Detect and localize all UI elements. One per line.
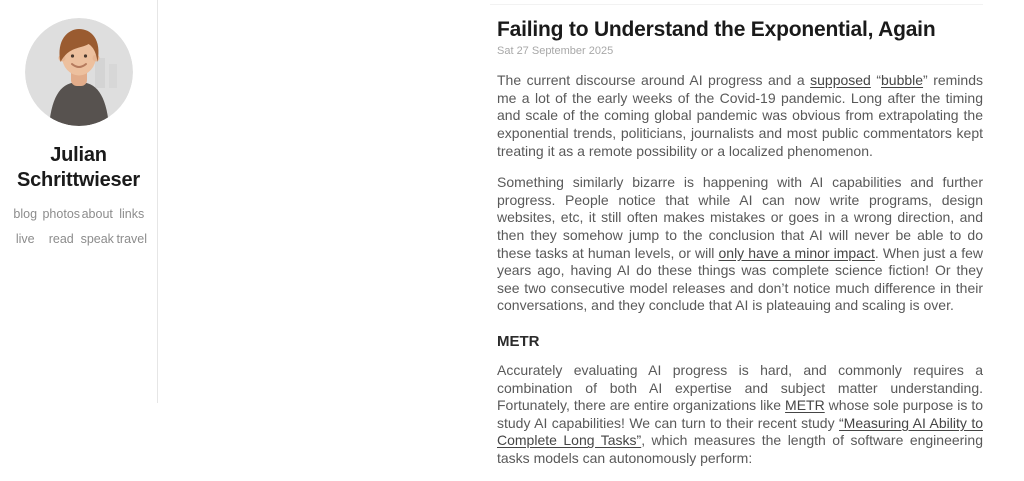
author-portrait-photo-icon bbox=[25, 18, 133, 126]
inline-link[interactable]: METR bbox=[785, 397, 825, 414]
paragraph: Something similarly bizarre is happening with AI capabilities and further progress. People notice that while AI can now write programs, design websites, etc, it still often makes mistakes or goes in a wrong direction, and then they somehow jump to the conclusion that AI will never be able to do these tasks at human levels, or will only have a minor impact. When just a few years ago, having AI do these things was complete science fiction! Or they see two consecutive model releases and don’t notice much difference in their conversations, and they conclude that AI is plateauing and scaling is over. bbox=[497, 174, 983, 314]
section-heading: METR bbox=[497, 332, 540, 350]
sidebar bbox=[0, 0, 158, 403]
article-body bbox=[497, 72, 983, 467]
inline-link[interactable]: supposed bbox=[810, 72, 871, 89]
sidebar-item-blog[interactable]: blog bbox=[13, 207, 38, 221]
paragraph: The current discourse around AI progress and a supposed “bubble” reminds me a lot of the early weeks of the Covid-19 pandemic. Long after the timing and scale of the coming global pandemic was obvious from extrapolating the exponential trends, politicians, journalists and most public commentators kept treating it as a remote possibility or a localized phenomenon. bbox=[497, 72, 983, 159]
article bbox=[490, 4, 983, 481]
sidebar-item-speak[interactable]: speak bbox=[80, 232, 114, 246]
article-date: Sat 27 September 2025 bbox=[497, 45, 614, 58]
article-title: Failing to Understand the Exponential, Again bbox=[497, 18, 936, 41]
inline-link[interactable]: only have a minor impact bbox=[718, 244, 875, 261]
sidebar-item-read[interactable]: read bbox=[48, 232, 74, 246]
article-header bbox=[497, 17, 983, 57]
sidebar-nav bbox=[0, 207, 157, 246]
sidebar-item-photos[interactable]: photos bbox=[42, 207, 81, 221]
paragraph: Accurately evaluating AI progress is hard, and commonly requires a combination of both AI expertise and subject matter understanding. Fortunately, there are entire organizations like METR whose sole purpose is to study AI capabilities! We can turn to their recent study “Measuring AI Ability to Complete Long Tasks”, which measures the length of software engineering tasks models can autonomously perform: bbox=[497, 361, 984, 466]
author-name[interactable]: Julian Schrittwieser bbox=[16, 144, 140, 191]
sidebar-item-travel[interactable]: travel bbox=[116, 232, 148, 246]
sidebar-item-about[interactable]: about bbox=[81, 207, 113, 221]
inline-link[interactable]: bubble bbox=[881, 72, 924, 89]
sidebar-item-live[interactable]: live bbox=[15, 232, 35, 246]
sidebar-item-links[interactable]: links bbox=[119, 207, 145, 221]
author-avatar[interactable] bbox=[25, 18, 133, 126]
inline-link[interactable]: “Measuring AI Ability to Complete Long Tasks” bbox=[497, 414, 983, 449]
